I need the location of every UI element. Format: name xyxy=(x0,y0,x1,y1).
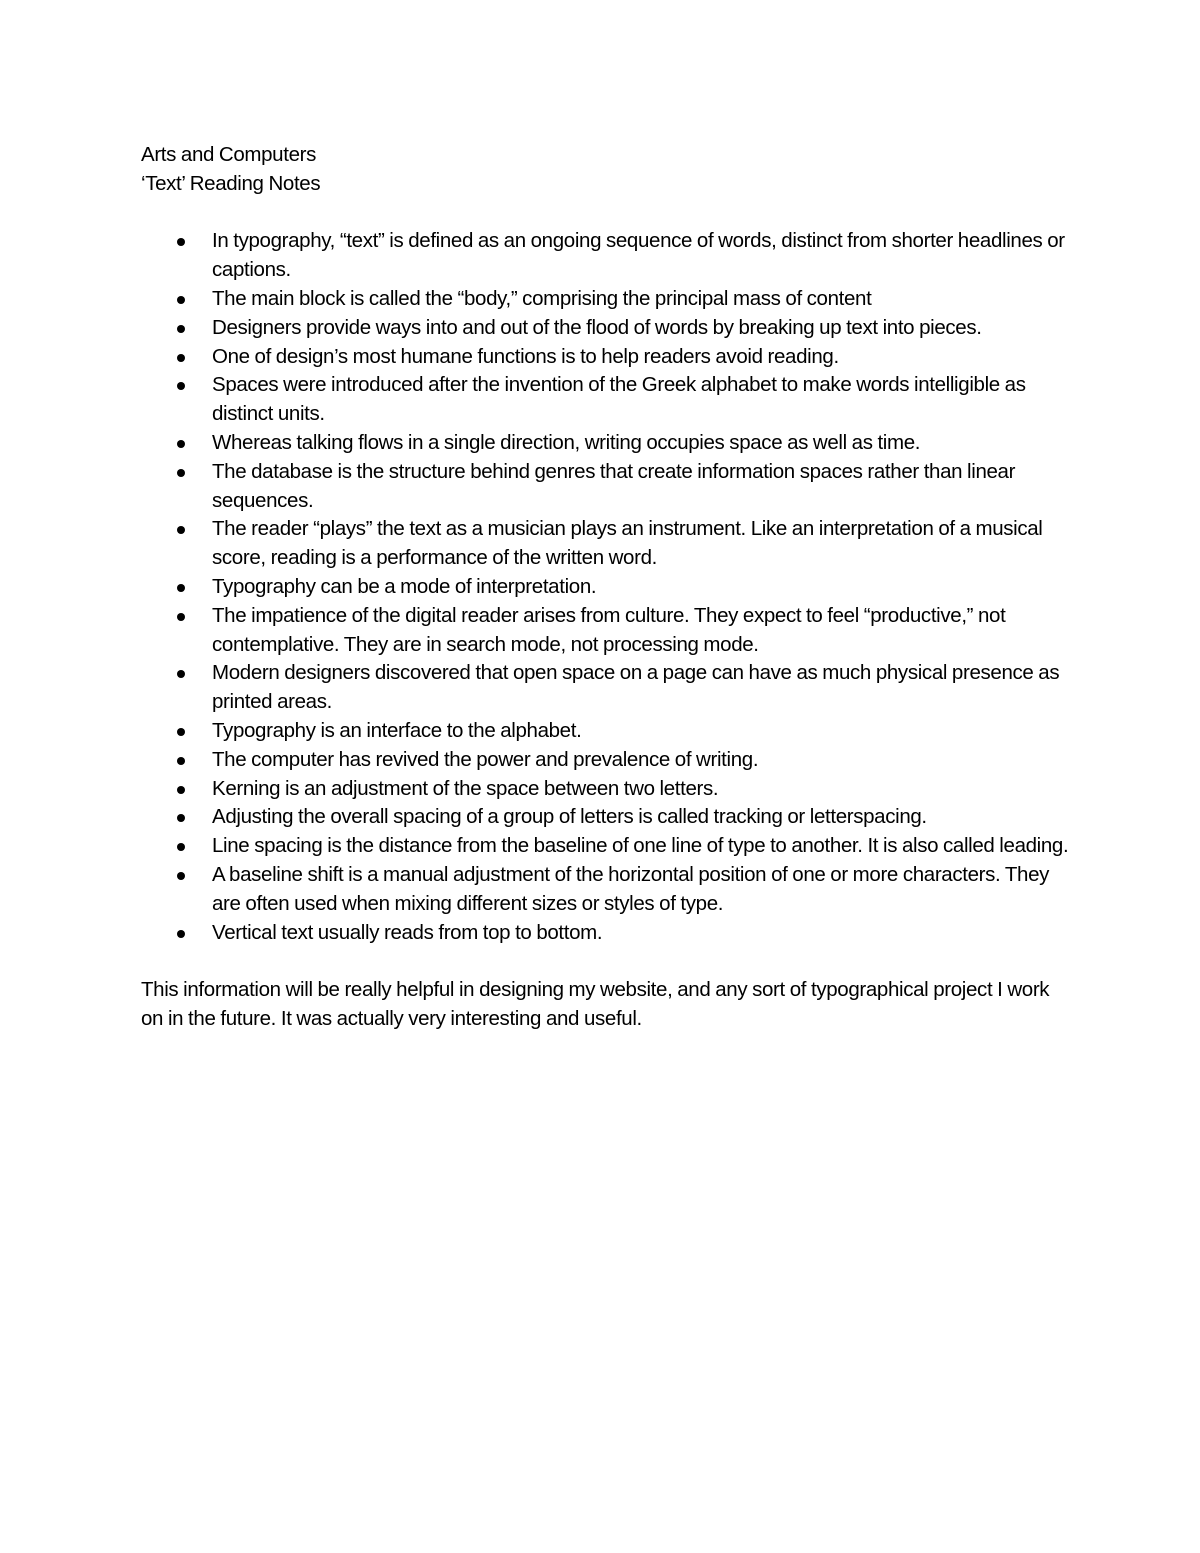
list-item-text: One of design’s most humane functions is to help readers avoid reading. xyxy=(212,344,839,368)
list-item xyxy=(141,919,1071,948)
bullet-icon xyxy=(177,930,185,938)
list-item-text: Typography can be a mode of interpretation. xyxy=(212,574,597,598)
bullet-icon xyxy=(177,440,185,448)
bullet-icon xyxy=(177,469,185,477)
list-item xyxy=(141,775,1071,804)
list-item xyxy=(141,602,1071,660)
list-item xyxy=(141,515,1071,573)
list-item xyxy=(141,659,1071,717)
bullet-icon xyxy=(177,757,185,765)
bullet-icon xyxy=(177,382,185,390)
blank-line xyxy=(141,947,1071,976)
bullet-icon xyxy=(177,843,185,851)
bullet-icon xyxy=(177,728,185,736)
list-item xyxy=(141,717,1071,746)
list-item xyxy=(141,371,1071,429)
bullet-icon xyxy=(177,296,185,304)
list-item-text: The computer has revived the power and prevalence of writing. xyxy=(212,747,759,771)
bullet-icon xyxy=(177,613,185,621)
list-item-text: A baseline shift is a manual adjustment of the horizontal position of one or more characters. They are often used when mixing different sizes or styles of type. xyxy=(212,862,1050,915)
list-item xyxy=(141,458,1071,516)
list-item-text: Vertical text usually reads from top to bottom. xyxy=(212,920,603,944)
list-item-text: Adjusting the overall spacing of a group of letters is called tracking or letterspacing. xyxy=(212,805,927,829)
list-item xyxy=(141,803,1071,832)
list-item-text: The reader “plays” the text as a musician plays an instrument. Like an interpretation of a musical score, reading is a performance of the written word. xyxy=(212,517,1043,570)
bullet-icon xyxy=(177,786,185,794)
course-title: Arts and Computers xyxy=(141,143,316,166)
list-item xyxy=(141,746,1071,775)
bullet-icon xyxy=(177,526,185,534)
bullet-icon xyxy=(177,814,185,822)
bullet-icon xyxy=(177,325,185,333)
bullet-icon xyxy=(177,354,185,362)
list-item-text: Modern designers discovered that open space on a page can have as much physical presence as printed areas. xyxy=(212,661,1060,714)
list-item-text: Line spacing is the distance from the baseline of one line of type to another. It is also called leading. xyxy=(212,834,1069,858)
document-body xyxy=(141,141,1071,1034)
list-item xyxy=(141,573,1071,602)
list-item-text: The main block is called the “body,” comprising the principal mass of content xyxy=(212,286,872,310)
bullet-icon xyxy=(177,238,185,246)
list-item xyxy=(141,227,1071,285)
list-item-text: Spaces were introduced after the invention of the Greek alphabet to make words intelligible as distinct units. xyxy=(212,373,1026,426)
list-item xyxy=(141,314,1071,343)
list-item xyxy=(141,285,1071,314)
list-item xyxy=(141,429,1071,458)
list-item-text: Typography is an interface to the alphabet. xyxy=(212,718,582,742)
list-item-text: Whereas talking flows in a single direction, writing occupies space as well as time. xyxy=(212,430,921,454)
list-item-text: The database is the structure behind genres that create information spaces rather than linear sequences. xyxy=(212,459,1016,512)
notes-title: ‘Text’ Reading Notes xyxy=(141,171,321,195)
list-item xyxy=(141,832,1071,861)
bullet-icon xyxy=(177,670,185,678)
list-item-text: Kerning is an adjustment of the space between two letters. xyxy=(212,776,719,800)
bullet-icon xyxy=(177,584,185,592)
bullet-icon xyxy=(177,872,185,880)
list-item-text: Designers provide ways into and out of the flood of words by breaking up text into pieces. xyxy=(212,315,982,339)
list-item-text: The impatience of the digital reader arises from culture. They expect to feel “productive,” not contemplative. They are in search mode, not processing mode. xyxy=(212,603,1006,656)
list-item-text: In typography, “text” is defined as an ongoing sequence of words, distinct from shorter headlines or captions. xyxy=(212,229,1065,282)
closing-paragraph: This information will be really helpful in designing my website, and any sort of typographical project I work on in the future. It was actually very interesting and useful. xyxy=(141,978,1050,1030)
list-item xyxy=(141,861,1071,919)
list-item xyxy=(141,343,1071,372)
blank-line xyxy=(141,199,1071,228)
notes-list xyxy=(141,227,1071,947)
